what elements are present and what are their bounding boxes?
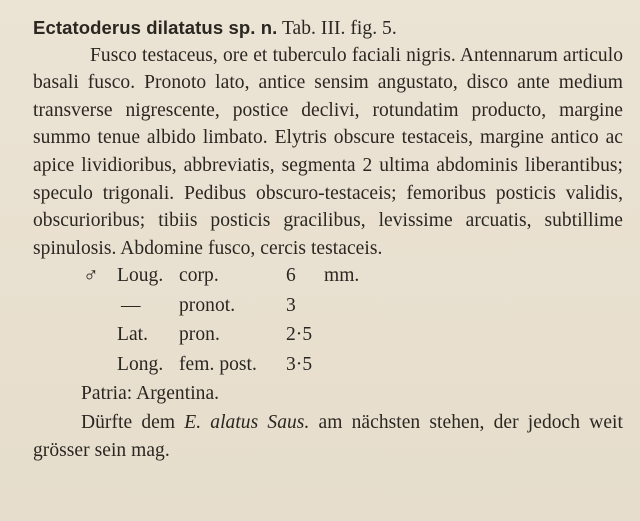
measurement-value: 3	[286, 294, 296, 316]
measurement-label: Lat.	[117, 324, 149, 346]
measurement-label: —	[121, 294, 141, 316]
author-abbreviation: Saus.	[267, 412, 310, 434]
measurement-unit: mm.	[324, 265, 360, 287]
patria-line: Patria: Argentina.	[81, 383, 220, 405]
plate-reference: Tab. III. fig. 5.	[281, 18, 397, 39]
closing-remark	[33, 409, 623, 464]
male-symbol-icon: ♂	[83, 263, 99, 288]
species-heading	[33, 14, 623, 42]
measurement-row	[33, 262, 623, 292]
species-name: Ectatoderus dilatatus sp. n.	[33, 17, 278, 38]
closing-text-start: Dürfte dem	[81, 412, 185, 434]
closing-text-end: am nächsten stehen, der jedoch weit grösser sein mag.	[33, 412, 623, 461]
measurement-label: Loug.	[117, 265, 164, 287]
measurement-value: 2·5	[286, 324, 313, 346]
measurement-part: pron.	[179, 324, 220, 346]
species-reference-name: E. alatus	[184, 412, 259, 434]
measurement-label: Long.	[117, 353, 164, 375]
measurement-value: 3·5	[286, 353, 313, 375]
measurements-table	[33, 262, 623, 380]
measurement-part: corp.	[179, 265, 219, 287]
latin-description: Fusco testaceus, ore et tuberculo faciali nigris. Antennarum articulo basali fusco. Pronoto lato, antice sensim angustato, disco ante medium transverse nigrescente, postice declivi, rotundatim producto, margine summo tenue albido limbato. Elytris obscure testaceis, margine antico ac apice lividioribus, abbreviatis, segmenta 2 ultima abdominis liberantibus; speculo trigonali. Pedibus obscuro-testaceis; femoribus posticis validis, obscurioribus; tibiis posticis gracilibus, levissime arcuatis, subtillime spinulosis. Abdomine fusco, cercis testaceis.	[33, 44, 623, 259]
species-description-text	[33, 14, 623, 465]
measurement-part: fem. post.	[179, 353, 257, 375]
measurement-row	[33, 351, 623, 381]
measurement-value: 6	[286, 265, 296, 287]
measurement-part: pronot.	[179, 294, 236, 316]
measurement-row	[33, 321, 623, 351]
measurement-row	[33, 292, 623, 322]
